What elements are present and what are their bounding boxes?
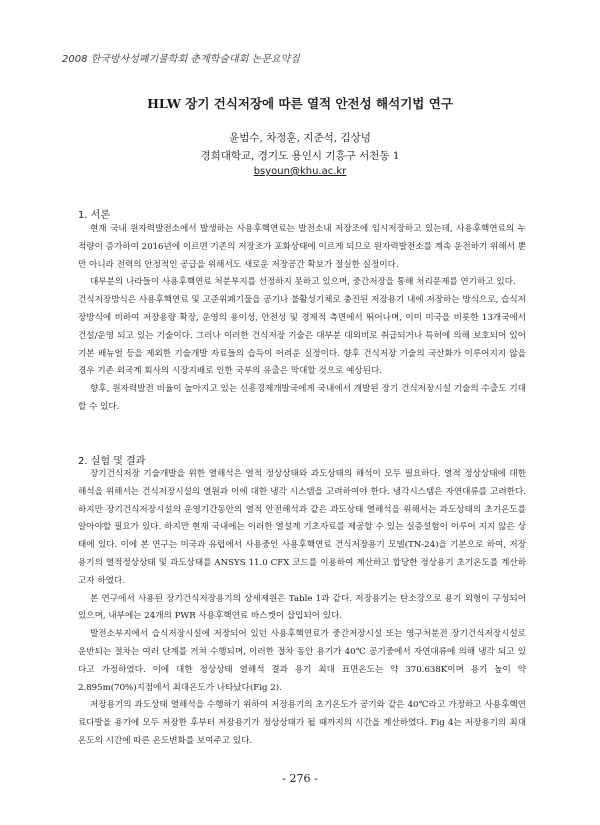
contact-email[interactable]: bsyoun@khu.ac.kr (253, 166, 347, 177)
section-1-paragraph: 향후, 원자력발전 비율이 높아지고 있는 신흥경제개발국에게 국내에서 개발된 장기 건식저장시설 기술의 수출도 기대할 수 있다. (78, 384, 526, 412)
section-2-paragraph: 저장용기의 과도상태 열해석을 수행하기 위하여 저장용기의 초기온도가 공기와 같은 40℃라고 가정하고 사용후핵연료다발을 용기에 모두 저장한 후부터 저장용기가 정상상태가 될 때까지의 시간을 계산하였다. Fig 4는 저장용기의 최대온도의 시간에 따른 온도변화를 보여주고 있다. (78, 700, 526, 746)
section-2-paragraph: 본 연구에서 사용된 장기건식저장용기의 상세제원은 Table 1과 같다. 저장용기는 탄소강으로 용기 외형이 구성되어 있으며, 내부에는 24개의 PWR 사용후핵연료 바스켓이 삽입되어 있다. (78, 593, 526, 622)
paper-title: HLW 장기 건식저장에 따른 열적 안전성 해석기법 연구 (147, 96, 453, 111)
section-2-heading: 2. 실험 및 결과 (78, 456, 146, 467)
affiliation: 경희대학교, 경기도 용인시 기흥구 서천동 1 (200, 150, 400, 162)
section-2-paragraph: 장기건식저장 기술개발을 위한 열해석은 열적 정상상태와 과도상태의 해석이 모두 필요하다. 열적 정상상태에 대한 해석을 위해서는 건식저장시설의 열원과 이에 대한 냉각 시스템을 고려하여야 한다. 냉각시스템은 자연대류를 고려한다. 하지만 장기건식저장시설의 운영기간동안의 열적 안전해석과 같은 과도상태 열해석을 위해서는 과도상태의 초기온도를 알아야할 필요가 있다. 하지만 현재 국내에는 이러한 열설계 기초자료를 제공할 수 있는 실증설험이 이루어 지지 않은 상태에 있다. 이에 본 연구는 미국과 유럽에서 사용중인 사용후핵연료 건식저장용기 모델(TN-24)을 기본으로 하여, 저장용기의 열적정상상태 및 과도상태를 ANSYS 11.0 CFX 코드를 이용하여 계산하고 합당한 정상용기 초기온도를 계산하고자 하였다. (78, 469, 526, 586)
section-1-body (78, 221, 526, 417)
section-1-paragraph: 대부분의 나라들이 사용후핵연료 처분부지를 선정하지 못하고 있으며, 중간저장을 통해 처리문제를 연기하고 있다. (90, 277, 516, 288)
proceedings-header: 2008 한국방사성폐기물학회 춘계학술대회 논문요약집 (62, 54, 300, 65)
section-1-paragraph: 현재 국내 원자력발전소에서 발생하는 사용후핵연료는 발전소내 저장조에 임시저장하고 있는데, 사용후핵연료의 누적량이 증가하여 2016년에 이르면 기존의 저장조가 포화상태에 이르게 되므로 원자력발전소를 계속 운전하기 위해서 뿐만 아니라 전력의 안정적인 공급을 위해서도 새로운 저장공간 확보가 절실한 실정이다. (78, 224, 526, 270)
section-1-paragraph: 건식저장방식은 사용후핵연료 및 고준위폐기물을 공기나 불활성기체로 충진된 저장용기 내에 저장하는 방식으로, 습식저장방식에 비하여 저장용량 확장, 운영의 용이성, 안전성 및 경제적 측면에서 뛰어나며, 이미 미국을 비롯한 13개국에서 건설/운영 되고 있는 기술이다. 그러나 이러한 건식저장 기술은 대부분 대외비로 취급되거나 특허에 의해 보호되어 있어 기본 배뉴얼 등을 제외한 기술개발 자료들의 습득이 어려운 실정이다. 향후 건식저장 기술의 국산화가 이루어지지 않을 경우 기존 외국계 회사의 시장지배로 인한 국부의 유출은 막대할 것으로 예상된다. (78, 295, 526, 377)
section-2-body (78, 466, 526, 751)
page-number: - 276 - (282, 772, 318, 785)
section-1-heading: 1. 서론 (78, 210, 111, 221)
section-2-paragraph: 발전소부지에서 습식저장시설에 저장되어 있던 사용후핵연료가 중간저장시설 또는 영구처분전 장기건식저장시설로 운반되는 절차는 여러 단계를 거쳐 수행되며, 이러한 절차 동안 용기가 40℃ 공기중에서 자연대류에 의해 냉각 되고 있다고 가정하였다. 이에 대한 정상상태 열해석 결과 용기 최대 표면온도는 약 370.638K이며 용기 높이 약 2.895m(70%)지점에서 최대온도가 나타났다(Fig 2). (78, 629, 526, 693)
author-list: 윤범수, 차정훈, 지준석, 김상녕 (229, 132, 371, 144)
